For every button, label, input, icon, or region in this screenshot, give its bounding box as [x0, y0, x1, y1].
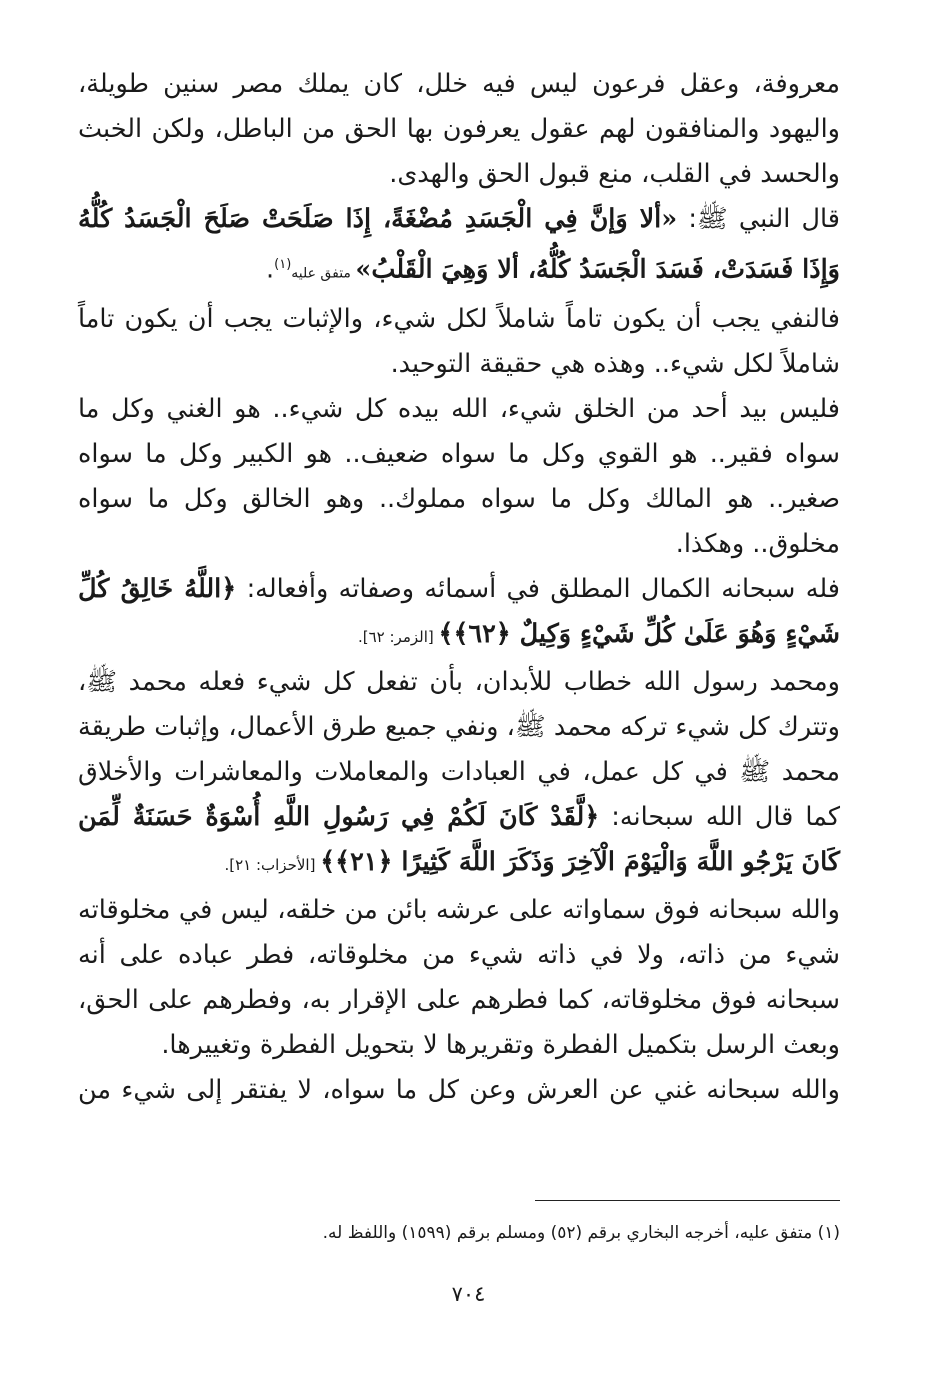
paragraph-1: معروفة، وعقل فرعون ليس فيه خلل، كان يملك مصر سنين طويلة، واليهود والمنافقون لهم عقول يعرفون بها الحق من الباطل، ولكن الخبث والحسد في القلب، منع قبول الحق والهدى.	[78, 69, 840, 189]
paragraph-3: فالنفي يجب أن يكون تاماً شاملاً لكل شيء، والإثبات يجب أن يكون تاماً شاملاً لكل شيء.. وهذه هي حقيقة التوحيد.	[78, 303, 840, 379]
paragraph-5-verse	[78, 567, 840, 660]
footnote-divider	[535, 1200, 840, 1201]
paragraph-7: والله سبحانه فوق سماواته على عرشه بائن من خلقه، ليس في مخلوقاته شيء من ذاته، ولا في ذاته شيء من مخلوقاته، فطر عباده على أنه سبحانه فوق مخلوقاته، كما فطرهم على الإقرار به، وفطرهم على الحق، وبعث الرسل بتكميل الفطرة وتقريرها لا بتحويل الفطرة وتغييرها.	[78, 894, 840, 1060]
paragraph-6-verse	[78, 660, 840, 888]
quran-verse-zumar: ﴿اللَّهُ خَالِقُ كُلِّ شَيْءٍ وَهُوَ عَلَىٰ كُلِّ شَيْءٍ وَكِيلٌ ﴿٦٢﴾﴾	[78, 573, 840, 649]
verse-citation-zumar: [الزمر: ٦٢].	[357, 627, 439, 646]
hadith-text: «ألا وَإنَّ فِي الْجَسَدِ مُضْغَةً، إِذَا صَلَحَتْ صَلَحَ الْجَسَدُ كُلُّهُ وَإِذَا فَسَدَتْ، فَسَدَ الْجَسَدُ كُلُّهُ، ألا وَهِيَ الْقَلْبُ»	[78, 204, 840, 285]
paragraph-4: فليس بيد أحد من الخلق شيء، الله بيده كل شيء.. هو الغني وكل ما سواه فقير.. هو القوي وكل ما سواه ضعيف.. هو الكبير وكل ما سواه صغير.. هو المالك وكل ما سواه مملوك.. وهو الخالق وكل ما سواه مخلوق.. وهكذا.	[78, 393, 840, 559]
page-body	[78, 62, 840, 1113]
footnote-marker: (١)	[274, 257, 292, 272]
verse-intro: فله سبحانه الكمال المطلق في أسمائه وصفاته وأفعاله:	[236, 573, 840, 604]
hadith-source: متفق عليه	[291, 265, 356, 282]
hadith-intro: قال النبي ﷺ:	[677, 204, 840, 234]
page-number: ٧٠٤	[451, 1282, 486, 1306]
verse-citation-ahzab: [الأحزاب: ٢١].	[224, 855, 321, 874]
paragraph-8: والله سبحانه غني عن العرش وعن كل ما سواه، لا يفتقر إلى شيء من	[78, 1074, 840, 1105]
quran-verse-ahzab: ﴿لَّقَدْ كَانَ لَكُمْ فِي رَسُولِ اللَّهِ أُسْوَةٌ حَسَنَةٌ لِّمَن كَانَ يَرْجُو اللَّهَ وَالْيَوْمَ الْآخِرَ وَذَكَرَ اللَّهَ كَثِيرًا ﴿٢١﴾﴾	[78, 801, 840, 877]
verse-intro-2: ومحمد رسول الله خطاب للأبدان، بأن تفعل كل شيء فعله محمد ﷺ، وتترك كل شيء تركه محمد ﷺ، ونفي جميع طرق الأعمال، وإثبات طريقة محمد ﷺ في كل عمل، في العبادات والمعاملات والمعاشرات والأخلاق كما قال الله سبحانه:	[78, 666, 840, 832]
footnote: (١) متفق عليه، أخرجه البخاري برقم (٥٢) ومسلم برقم (١٥٩٩) واللفظ له.	[322, 1223, 840, 1243]
paragraph-2-hadith: قال النبي ﷺ: «ألا وَإنَّ فِي الْجَسَدِ مُضْغَةً، إِذَا صَلَحَتْ صَلَحَ الْجَسَدُ كُلُّهُ وَإِذَا فَسَدَتْ، فَسَدَ الْجَسَدُ كُلُّهُ، ألا وَهِيَ الْقَلْبُ» متفق عليه$^{(١)}$.	[78, 204, 840, 285]
